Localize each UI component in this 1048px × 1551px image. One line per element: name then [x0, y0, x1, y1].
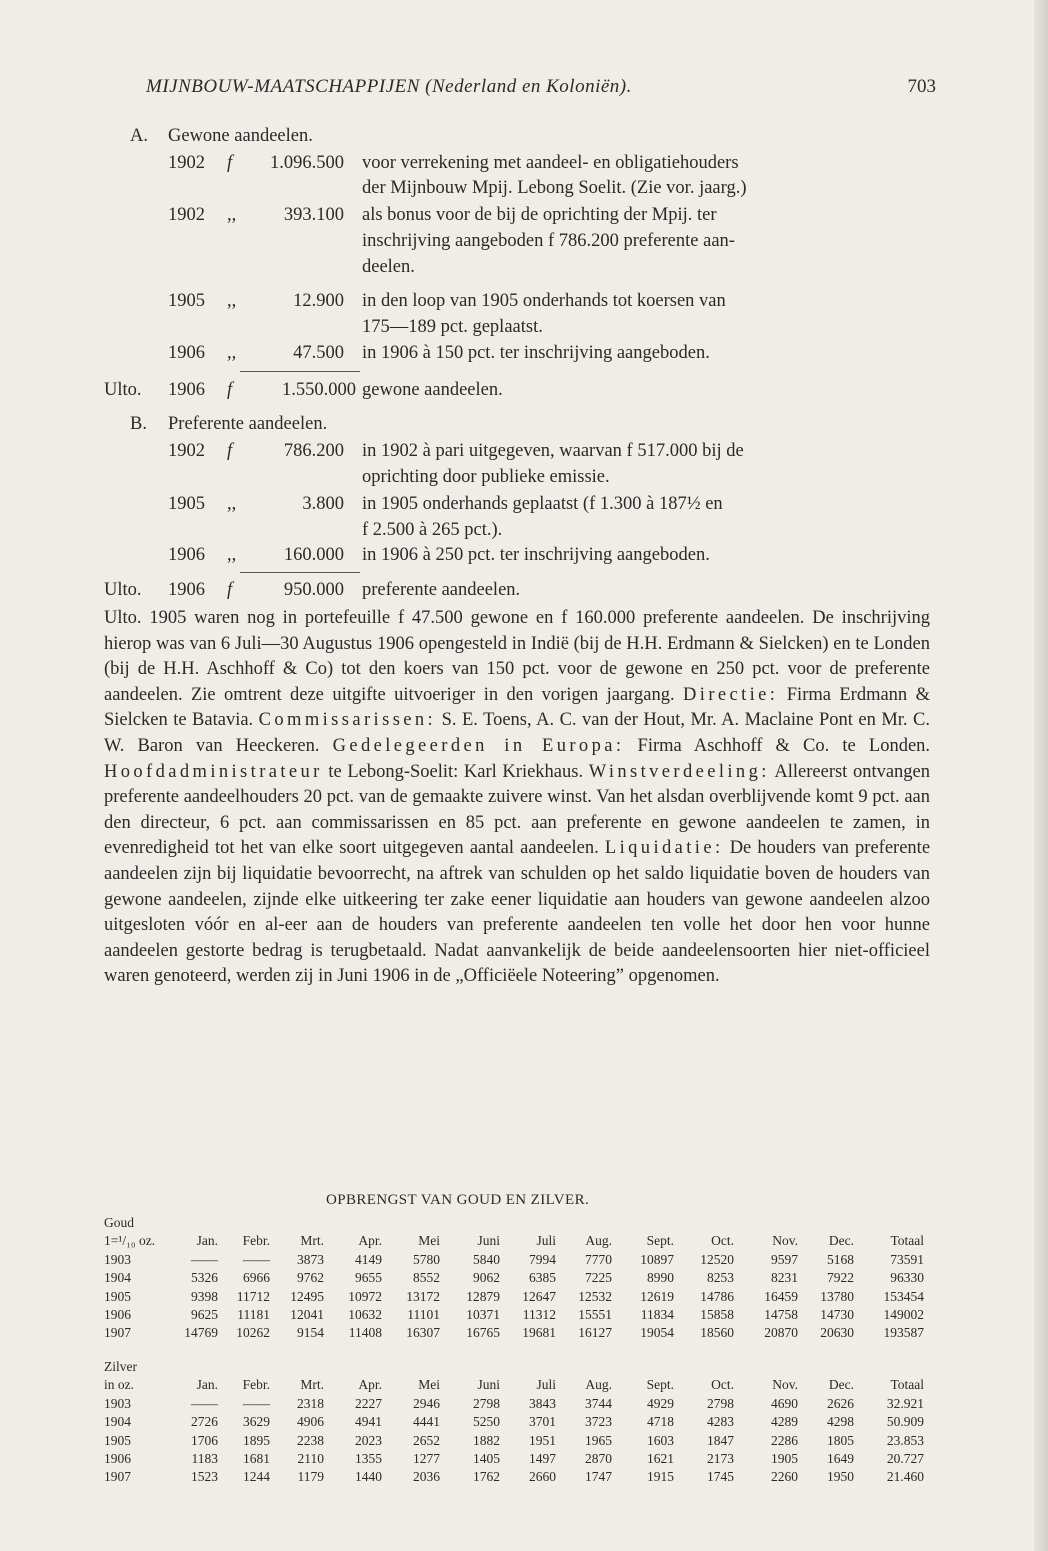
entry-text: in den loop van 1905 onderhands tot koersen van [362, 291, 726, 311]
paragraph-text: te Lebong-Soelit: Karl Kriekhaus. [328, 761, 584, 782]
column-header: Totaal [890, 1233, 924, 1249]
table-label: Zilver [104, 1359, 137, 1374]
table-cell: 10632 [348, 1307, 382, 1323]
column-header: Sept. [646, 1233, 674, 1249]
table-cell: 1649 [827, 1451, 854, 1467]
column-header: Juni [477, 1233, 500, 1249]
table-cell: 16127 [578, 1325, 612, 1341]
table-cell: 1277 [413, 1451, 440, 1467]
page-edge [1034, 0, 1048, 1551]
entry-amount: 3.800 [302, 494, 344, 514]
column-header: Mrt. [300, 1377, 324, 1393]
table-cell: —— [191, 1395, 218, 1411]
section-a-label: A. [130, 126, 148, 146]
table-cell: 96330 [890, 1270, 924, 1286]
table-cell: 4441 [413, 1414, 440, 1430]
column-header: Dec. [828, 1233, 854, 1249]
table-cell: 14730 [820, 1307, 854, 1323]
currency-symbol: f [227, 380, 233, 400]
table-cell: 23.853 [886, 1432, 924, 1448]
table-label-row [104, 1358, 924, 1376]
table-row [104, 1468, 924, 1486]
table-cell: 12619 [640, 1288, 674, 1304]
entry-amount: 786.200 [283, 441, 344, 461]
table-cell: 4941 [355, 1414, 382, 1430]
table-cell: 11101 [407, 1307, 440, 1323]
table-cell: 4929 [647, 1395, 674, 1411]
table-cell: 7770 [585, 1251, 612, 1267]
ditto-mark: ,, [227, 205, 237, 225]
table-cell: 5326 [191, 1270, 218, 1286]
spaced-keyword: Gedelegeerden in Europa: [332, 735, 625, 756]
column-header: Mei [418, 1377, 440, 1393]
table-cell: 8990 [647, 1270, 674, 1286]
column-header: Apr. [358, 1377, 382, 1393]
sum-rule [240, 371, 360, 372]
entry-amount: 1.096.500 [270, 153, 344, 173]
table-cell: 14769 [184, 1325, 218, 1341]
table-cell: 10897 [640, 1251, 674, 1267]
paragraph-text: Firma Erdmann & Sielcken te Batavia. [104, 684, 930, 731]
total-amount: 1.550.000 [282, 380, 356, 400]
ditto-mark: ,, [227, 545, 237, 565]
table-cell: 1951 [529, 1432, 556, 1448]
entry-year: 1902 [168, 153, 205, 173]
entry-text: der Mijnbouw Mpij. Lebong Soelit. (Zie vor. jaarg.) [362, 178, 747, 198]
table-cell: 9625 [191, 1307, 218, 1323]
table-cell: 73591 [890, 1251, 924, 1267]
total-year: 1906 [168, 580, 205, 600]
paragraph-text: S. E. Toens, A. C. van der Hout, Mr. A. Maclaine Pont en Mr. C. W. Baron van Heeckeren. [104, 710, 931, 756]
table-cell: 12879 [466, 1288, 500, 1304]
column-header: Febr. [242, 1377, 270, 1393]
table-cell: 4718 [647, 1414, 674, 1430]
table-cell: 10262 [236, 1325, 270, 1341]
table-cell: 13780 [820, 1288, 854, 1304]
section-b-heading: Preferente aandeelen. [168, 414, 328, 434]
entry-text: als bonus voor de bij de oprichting der Mpij. ter [362, 205, 717, 225]
silver-table [104, 1358, 924, 1487]
table-cell: 7922 [827, 1270, 854, 1286]
table-cell: 9597 [771, 1251, 798, 1267]
entry-text: f 2.500 à 265 pct.). [362, 520, 503, 540]
row-year: 1906 [104, 1307, 131, 1323]
body-paragraph [104, 606, 930, 990]
table-cell: 1915 [647, 1469, 674, 1485]
table-cell: —— [191, 1251, 218, 1267]
entry-amount: 160.000 [283, 545, 344, 565]
table-cell: 2227 [355, 1395, 382, 1411]
table-cell: 1603 [647, 1432, 674, 1448]
row-year: 1907 [104, 1469, 131, 1485]
spaced-keyword: Directie: [683, 684, 779, 705]
entry-text: 175—189 pct. geplaatst. [362, 317, 543, 337]
total-text: gewone aandeelen. [362, 380, 503, 400]
entry-text: in 1905 onderhands geplaatst (f 1.300 à 187½ en [362, 494, 723, 514]
table-cell: 11834 [640, 1307, 674, 1323]
currency-symbol: f [227, 441, 233, 461]
entry-text: deelen. [362, 257, 415, 277]
table-cell: 13172 [406, 1288, 440, 1304]
table-cell: 2652 [413, 1432, 440, 1448]
spaced-keyword: Hoofdadministrateur [104, 761, 323, 782]
table-cell: 3723 [585, 1414, 612, 1430]
column-header: Juli [536, 1377, 556, 1393]
column-header: Aug. [585, 1377, 612, 1393]
table-label-row [104, 1214, 924, 1232]
table-row [104, 1288, 924, 1306]
table-cell: 12041 [290, 1307, 324, 1323]
table-cell: 2798 [473, 1395, 500, 1411]
table-cell: 9398 [191, 1288, 218, 1304]
table-cell: 2660 [529, 1469, 556, 1485]
table-cell: 12520 [700, 1251, 734, 1267]
table-cell: 2626 [827, 1395, 854, 1411]
entry-amount: 47.500 [293, 343, 344, 363]
table-row [104, 1432, 924, 1450]
table-cell: 16765 [466, 1325, 500, 1341]
column-header: Sept. [646, 1377, 674, 1393]
paragraph-text: De houders van preferente aandeelen zijn bij liquidatie bevoorrecht, na aftrek van schulden op het saldo liquidatie boven de houders van gewone aandeelen, zijnde elke uitkeering ter zake eener liquidatie aan houders van gewone aandeelen alzoo uitgesloten vóór en al-eer aan de houders van preferente aandeelen ten volle het door hen voor hunne aandeelen gestorte bedrag is terugbetaald. Nadat aanvankelijk de beide aandeelensoorten hier niet-officieel waren genoteerd, werden zij in Juni 1906 in de „Officiëele Noteering” opgenomen. [104, 838, 931, 987]
table-cell: 2318 [297, 1395, 324, 1411]
table-row [104, 1251, 924, 1269]
row-year: 1903 [104, 1251, 131, 1267]
table-cell: 11181 [237, 1307, 270, 1323]
table-cell: 1405 [473, 1451, 500, 1467]
column-header: Oct. [711, 1233, 734, 1249]
table-cell: 7994 [529, 1251, 556, 1267]
table-cell: 1847 [707, 1432, 734, 1448]
table-row [104, 1395, 924, 1413]
paragraph-text: Allereerst ontvangen preferente aandeelhouders 20 pct. van de gemaakte zuivere winst. Van het alsdan overblijvende komt 9 pct. aan den directeur, 6 pct. aan commissarissen en 85 pct. aan preferente en gewone aandeelen te zamen, in evenredigheid tot het van elke soort uitgegeven aantal aandeelen. [104, 761, 931, 859]
entry-year: 1905 [168, 494, 205, 514]
column-header: Oct. [711, 1377, 734, 1393]
table-row [104, 1306, 924, 1324]
table-cell: 5840 [473, 1251, 500, 1267]
page-number: 703 [907, 76, 936, 97]
row-year: 1906 [104, 1451, 131, 1467]
table-label: Goud [104, 1215, 134, 1230]
running-header [146, 76, 936, 106]
column-header: Juni [477, 1377, 500, 1393]
table-cell: 8552 [413, 1270, 440, 1286]
table-cell: 1244 [243, 1469, 270, 1485]
table-cell: 9062 [473, 1270, 500, 1286]
row-year: 1904 [104, 1270, 131, 1286]
table-cell: 11712 [236, 1288, 270, 1304]
ditto-mark: ,, [227, 343, 237, 363]
entry-year: 1905 [168, 291, 205, 311]
table-cell: 20.727 [886, 1451, 924, 1467]
gold-table [104, 1214, 924, 1343]
table-cell: 19681 [522, 1325, 556, 1341]
table-cell: 2870 [585, 1451, 612, 1467]
running-title: MIJNBOUW-MAATSCHAPPIJEN (Nederland en Koloniën). [146, 76, 632, 97]
table-row [104, 1324, 924, 1342]
column-header: Nov. [772, 1377, 798, 1393]
table-cell: 21.460 [886, 1469, 924, 1485]
column-header: Jan. [196, 1233, 218, 1249]
currency-symbol: f [227, 580, 233, 600]
column-header: Jan. [196, 1377, 218, 1393]
table-cell: 50.909 [886, 1414, 924, 1430]
table-cell: 2260 [771, 1469, 798, 1485]
row-year: 1907 [104, 1325, 131, 1341]
section-a-heading: Gewone aandeelen. [168, 126, 313, 146]
table-cell: 3843 [529, 1395, 556, 1411]
table-cell: —— [243, 1251, 270, 1267]
table-cell: 7225 [585, 1270, 612, 1286]
paragraph-text: Ulto. 1905 waren nog in portefeuille f 47.500 gewone en f 160.000 preferente aandeelen. De inschrijving hierop was van 6 Juli—30 Augustus 1906 opengesteld in Indië (bij de H.H. Erdmann & Sielcken) en te Londen (bij de H.H. Aschhoff & Co) tot den koers van 150 pct. voor de gewone en 250 pct. voor de preferente aandeelen. Zie omtrent deze uitgifte uitvoeriger in den vorigen jaargang. [104, 608, 930, 705]
production-caption: OPBRENGST VAN GOUD EN ZILVER. [326, 1192, 590, 1208]
spaced-keyword: Commissarissen: [258, 710, 437, 731]
table-cell: 5780 [413, 1251, 440, 1267]
spaced-keyword: Winstverdeeling: [588, 761, 770, 782]
total-text: preferente aandeelen. [362, 580, 521, 600]
table-cell: 149002 [883, 1307, 924, 1323]
table-row [104, 1413, 924, 1431]
entry-text: in 1906 à 250 pct. ter inschrijving aangeboden. [362, 545, 710, 565]
column-header: Mrt. [300, 1233, 324, 1249]
table-cell: 1805 [827, 1432, 854, 1448]
total-label: Ulto. [104, 380, 142, 400]
total-amount: 950.000 [283, 580, 344, 600]
paragraph-text: Firma Aschhoff & Co. te Londen. [637, 735, 931, 756]
section-b-label: B. [130, 414, 147, 434]
table-cell: 2726 [191, 1414, 218, 1430]
table-cell: 16459 [764, 1288, 798, 1304]
table-cell: 20870 [764, 1325, 798, 1341]
table-cell: 2286 [771, 1432, 798, 1448]
entry-text: inschrijving aangeboden f 786.200 preferente aan- [362, 231, 735, 251]
table-cell: 6966 [243, 1270, 270, 1286]
table-cell: 1706 [191, 1432, 218, 1448]
column-header: Apr. [358, 1233, 382, 1249]
sum-rule [240, 572, 360, 573]
table-cell: 153454 [883, 1288, 924, 1304]
column-header: Febr. [242, 1233, 270, 1249]
row-year: 1903 [104, 1395, 131, 1411]
table-unit-label: in oz. [104, 1377, 134, 1393]
table-cell: 1905 [771, 1451, 798, 1467]
ditto-mark: ,, [227, 291, 237, 311]
table-cell: 1747 [585, 1469, 612, 1485]
table-cell: 4289 [771, 1414, 798, 1430]
table-cell: 4149 [355, 1251, 382, 1267]
column-header: Aug. [585, 1233, 612, 1249]
table-cell: 32.921 [886, 1395, 924, 1411]
table-cell: 14786 [700, 1288, 734, 1304]
table-cell: 16307 [406, 1325, 440, 1341]
table-cell: 1762 [473, 1469, 500, 1485]
row-year: 1905 [104, 1432, 131, 1448]
spaced-keyword: Liquidatie: [604, 838, 724, 859]
table-cell: 1895 [243, 1432, 270, 1448]
column-header: Juli [536, 1233, 556, 1249]
table-cell: 5168 [827, 1251, 854, 1267]
table-cell: 1523 [191, 1469, 218, 1485]
table-cell: 9762 [297, 1270, 324, 1286]
table-cell: 5250 [473, 1414, 500, 1430]
table-cell: 8253 [707, 1270, 734, 1286]
table-cell: 1179 [297, 1469, 324, 1485]
table-cell: 3873 [297, 1251, 324, 1267]
column-header: Mei [418, 1233, 440, 1249]
entry-text: oprichting door publieke emissie. [362, 467, 610, 487]
entry-amount: 12.900 [293, 291, 344, 311]
table-cell: 9154 [297, 1325, 324, 1341]
table-cell: 2798 [707, 1395, 734, 1411]
row-year: 1905 [104, 1288, 131, 1304]
table-cell: 2036 [413, 1469, 440, 1485]
table-cell: 4906 [297, 1414, 324, 1430]
table-cell: 2110 [297, 1451, 324, 1467]
table-row [104, 1269, 924, 1287]
table-unit-label: 1=¹/₁₀ oz. [104, 1233, 156, 1249]
table-cell: 1745 [707, 1469, 734, 1485]
table-cell: 3629 [243, 1414, 270, 1430]
table-cell: 1681 [243, 1451, 270, 1467]
entry-text: in 1902 à pari uitgegeven, waarvan f 517.000 bij de [362, 441, 744, 461]
table-cell: 4298 [827, 1414, 854, 1430]
entry-text: voor verrekening met aandeel- en obligatiehouders [362, 153, 739, 173]
total-year: 1906 [168, 380, 205, 400]
table-cell: 9655 [355, 1270, 382, 1286]
table-cell: 4690 [771, 1395, 798, 1411]
table-cell: 2238 [297, 1432, 324, 1448]
column-header: Totaal [890, 1377, 924, 1393]
entry-year: 1902 [168, 441, 205, 461]
table-cell: 12647 [522, 1288, 556, 1304]
column-header: Nov. [772, 1233, 798, 1249]
table-cell: 3701 [529, 1414, 556, 1430]
table-cell: —— [243, 1395, 270, 1411]
table-cell: 20630 [820, 1325, 854, 1341]
table-cell: 1183 [191, 1451, 218, 1467]
table-cell: 1621 [647, 1451, 674, 1467]
entry-year: 1906 [168, 545, 205, 565]
entry-year: 1902 [168, 205, 205, 225]
table-cell: 12495 [290, 1288, 324, 1304]
table-cell: 2946 [413, 1395, 440, 1411]
table-cell: 19054 [640, 1325, 674, 1341]
table-row [104, 1450, 924, 1468]
table-header-row [104, 1376, 924, 1394]
table-cell: 2173 [707, 1451, 734, 1467]
table-cell: 8231 [771, 1270, 798, 1286]
table-cell: 6385 [529, 1270, 556, 1286]
table-cell: 1440 [355, 1469, 382, 1485]
table-cell: 18560 [700, 1325, 734, 1341]
table-cell: 1497 [529, 1451, 556, 1467]
table-cell: 15858 [700, 1307, 734, 1323]
table-cell: 1355 [355, 1451, 382, 1467]
table-cell: 10371 [466, 1307, 500, 1323]
table-cell: 1882 [473, 1432, 500, 1448]
table-cell: 193587 [883, 1325, 924, 1341]
entry-text: in 1906 à 150 pct. ter inschrijving aangeboden. [362, 343, 710, 363]
entry-year: 1906 [168, 343, 205, 363]
table-cell: 11408 [348, 1325, 382, 1341]
table-cell: 10972 [348, 1288, 382, 1304]
row-year: 1904 [104, 1414, 131, 1430]
currency-symbol: f [227, 153, 233, 173]
table-cell: 14758 [764, 1307, 798, 1323]
ditto-mark: ,, [227, 494, 237, 514]
table-cell: 11312 [522, 1307, 556, 1323]
table-cell: 2023 [355, 1432, 382, 1448]
total-label: Ulto. [104, 580, 142, 600]
table-header-row [104, 1232, 924, 1250]
table-cell: 15551 [578, 1307, 612, 1323]
table-cell: 1965 [585, 1432, 612, 1448]
entry-amount: 393.100 [283, 205, 344, 225]
table-cell: 3744 [585, 1395, 612, 1411]
table-cell: 12532 [578, 1288, 612, 1304]
column-header: Dec. [828, 1377, 854, 1393]
table-cell: 4283 [707, 1414, 734, 1430]
table-cell: 1950 [827, 1469, 854, 1485]
